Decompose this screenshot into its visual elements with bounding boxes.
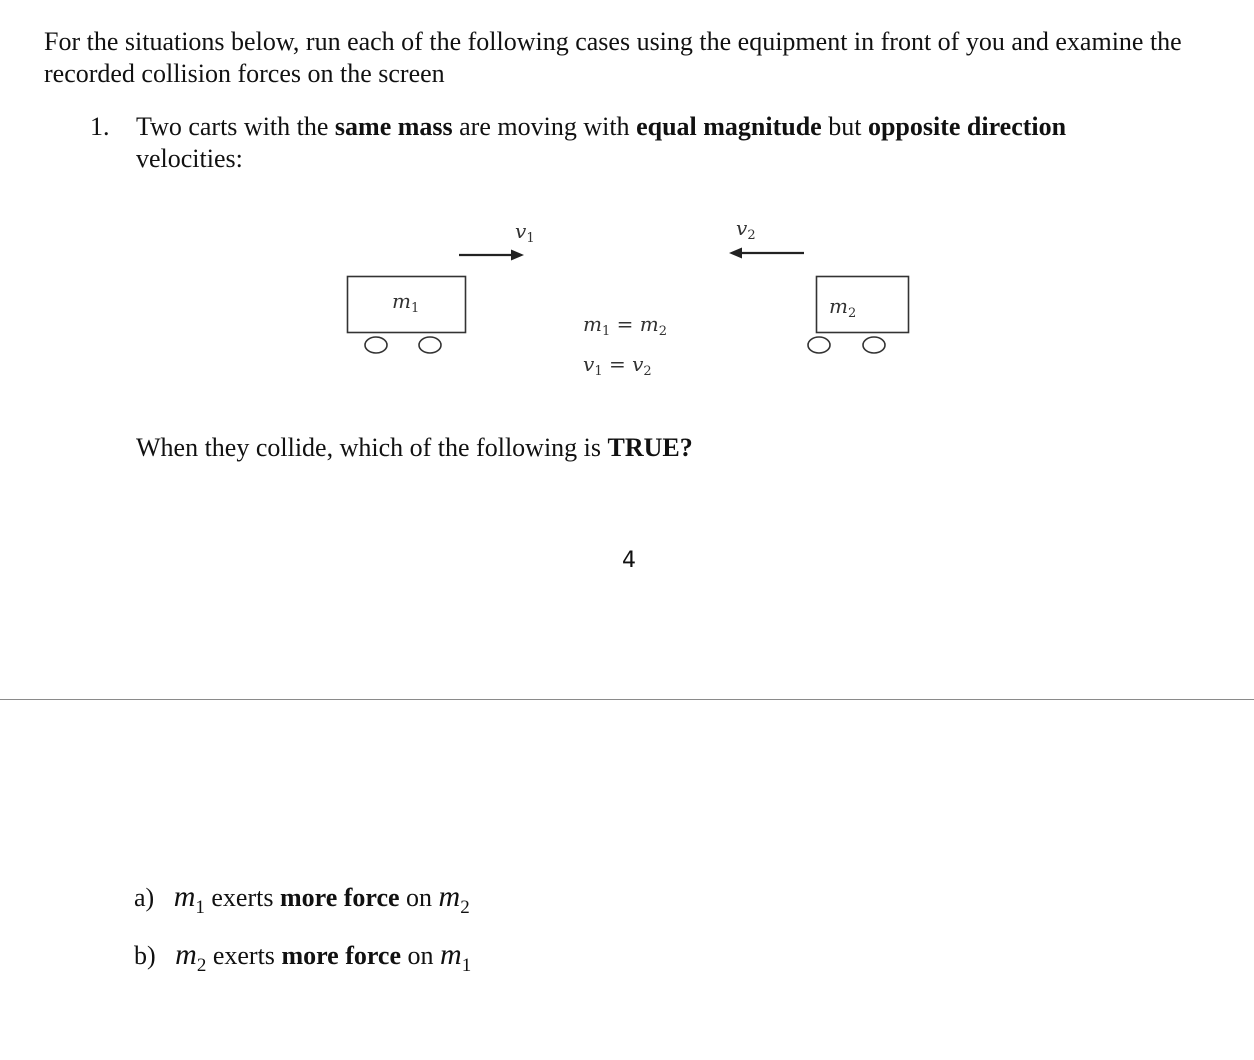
question-text-1: Two carts with the bbox=[136, 112, 335, 141]
v2-arrow bbox=[729, 248, 804, 259]
option-bold: more force bbox=[279, 883, 400, 912]
question-text-4: velocities: bbox=[136, 144, 243, 173]
option-a[interactable] bbox=[134, 880, 470, 925]
v1-label: $v_1$ bbox=[515, 219, 535, 246]
question-bold-same-mass: same mass bbox=[334, 112, 453, 141]
cart-m1-wheel-right bbox=[419, 337, 441, 353]
option-subject: $m_2$ bbox=[175, 938, 207, 976]
option-subject: $m_1$ bbox=[173, 880, 205, 918]
velocity-equation: $v_1 = v_2$ bbox=[583, 352, 652, 379]
page-divider bbox=[0, 699, 1254, 700]
option-bold: more force bbox=[281, 941, 402, 970]
cart-m1-label: $m_1$ bbox=[392, 289, 420, 316]
collision-diagram bbox=[0, 200, 1254, 400]
question-text bbox=[136, 111, 1156, 175]
cart-m2 bbox=[808, 277, 909, 354]
option-object: $m_2$ bbox=[438, 880, 470, 918]
intro-paragraph: For the situations below, run each of the following cases using the equipment in front of you and examine the recorded collision forces on the screen bbox=[44, 27, 1182, 88]
cart-m2-wheel-left bbox=[808, 337, 830, 353]
page-number: 4 bbox=[622, 548, 636, 573]
option-object: $m_1$ bbox=[440, 938, 472, 976]
option-letter: a) bbox=[134, 883, 155, 912]
question-prompt bbox=[136, 432, 693, 464]
question-bold-equal-magnitude: equal magnitude bbox=[636, 112, 822, 141]
option-verb: exerts bbox=[206, 941, 282, 970]
option-prep: on bbox=[399, 883, 439, 912]
cart-m1-wheel-left bbox=[365, 337, 387, 353]
question-text-2: are moving with bbox=[452, 112, 637, 141]
mass-equation: $m_1 = m_2$ bbox=[583, 312, 667, 339]
prompt-text: When they collide, which of the following is bbox=[136, 433, 608, 462]
question-number: 1. bbox=[90, 112, 110, 141]
cart-m2-wheel-right bbox=[863, 337, 885, 353]
option-b[interactable] bbox=[134, 938, 471, 983]
prompt-bold: TRUE? bbox=[607, 433, 693, 462]
question-bold-opposite-direction: opposite direction bbox=[867, 112, 1067, 141]
v2-label: $v_2$ bbox=[736, 216, 756, 243]
v1-arrow bbox=[459, 250, 524, 261]
cart-m1 bbox=[348, 277, 466, 354]
question-text-3: but bbox=[821, 112, 868, 141]
option-verb: exerts bbox=[204, 883, 280, 912]
option-prep: on bbox=[401, 941, 441, 970]
option-letter: b) bbox=[134, 941, 156, 970]
cart-m2-label: $m_2$ bbox=[829, 294, 857, 321]
